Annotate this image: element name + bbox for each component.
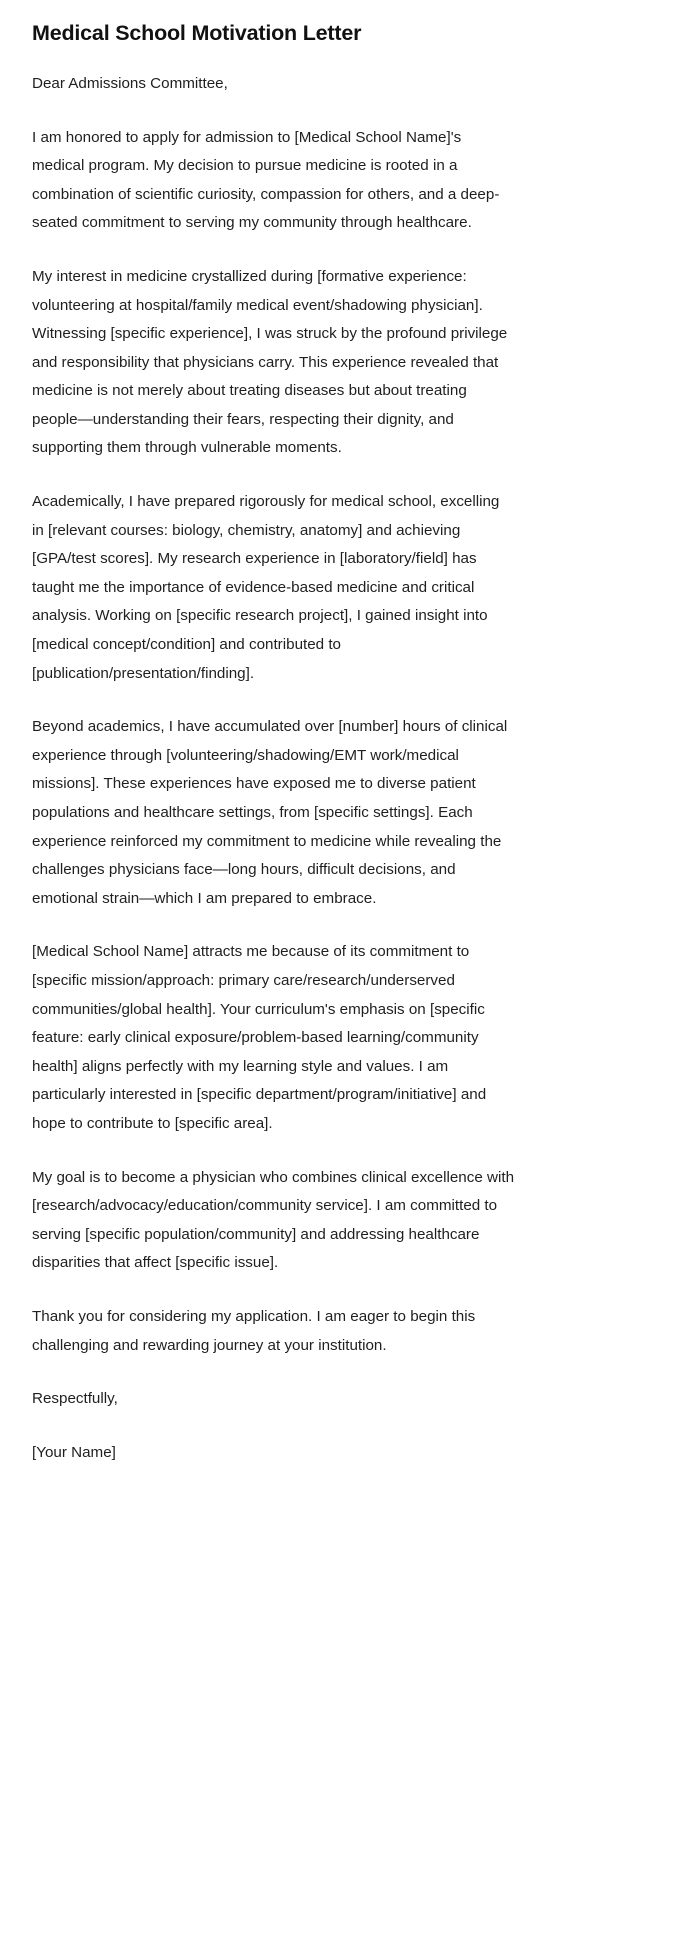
- paragraph-clinical-experience: Beyond academics, I have accumulated over [number] hours of clinical experience through [volunteering/shadowing/EMT work/medical missions]. These experiences have exposed me to diverse patient populations and healthcare settings, from [specific settings]. Each experience reinforced my commitment to medicine while revealing the challenges physicians face—long hours, difficult decisions, and emotional strain—which I am prepared to embrace.: [32, 718, 508, 907]
- closing-salutation: Respectfully,: [32, 1390, 118, 1408]
- paragraph-academics: Academically, I have prepared rigorously for medical school, excelling in [relevant courses: biology, chemistry, anatomy] and achieving [GPA/test scores]. My research experience in [laboratory/field] has taught me the importance of evidence-based medicine and critical analysis. Working on [specific research project], I gained insight into [medical concept/condition] and contributed to [publication/presentation/finding].: [32, 493, 500, 682]
- paragraph-career-goal: My goal is to become a physician who combines clinical excellence with [research/advocacy/education/community service]. I am committed to serving [specific population/community] and addressing healthcare disparities that affect [specific issue].: [32, 1168, 515, 1272]
- paragraph-thank-you: Thank you for considering my application. I am eager to begin this challenging and rewarding journey at your institution.: [32, 1307, 476, 1354]
- letter-body: [32, 70, 515, 1467]
- page-title: Medical School Motivation Letter: [32, 21, 362, 45]
- salutation: Dear Admissions Committee,: [32, 74, 228, 92]
- signature-name: [Your Name]: [32, 1443, 116, 1461]
- paragraph-formative-experience: My interest in medicine crystallized during [formative experience: volunteering at hospital/family medical event/shadowing physician]. Witnessing [specific experience], I was struck by the profound privilege and responsibility that physicians carry. This experience revealed that medicine is not merely about treating diseases but about treating people—understanding their fears, respecting their dignity, and supporting them through vulnerable moments.: [32, 267, 508, 457]
- paragraph-school-fit: [Medical School Name] attracts me because of its commitment to [specific mission/approach: primary care/research/underserved communities/global health]. Your curriculum's emphasis on [specific feature: early clinical exposure/problem-based learning/community health] aligns perfectly with my learning style and values. I am particularly interested in [specific department/program/initiative] and hope to contribute to [specific area].: [32, 943, 487, 1132]
- paragraph-intro: I am honored to apply for admission to [Medical School Name]'s medical program. My decision to pursue medicine is rooted in a combination of scientific curiosity, compassion for others, and a deep-seated commitment to serving my community through healthcare.: [32, 128, 500, 232]
